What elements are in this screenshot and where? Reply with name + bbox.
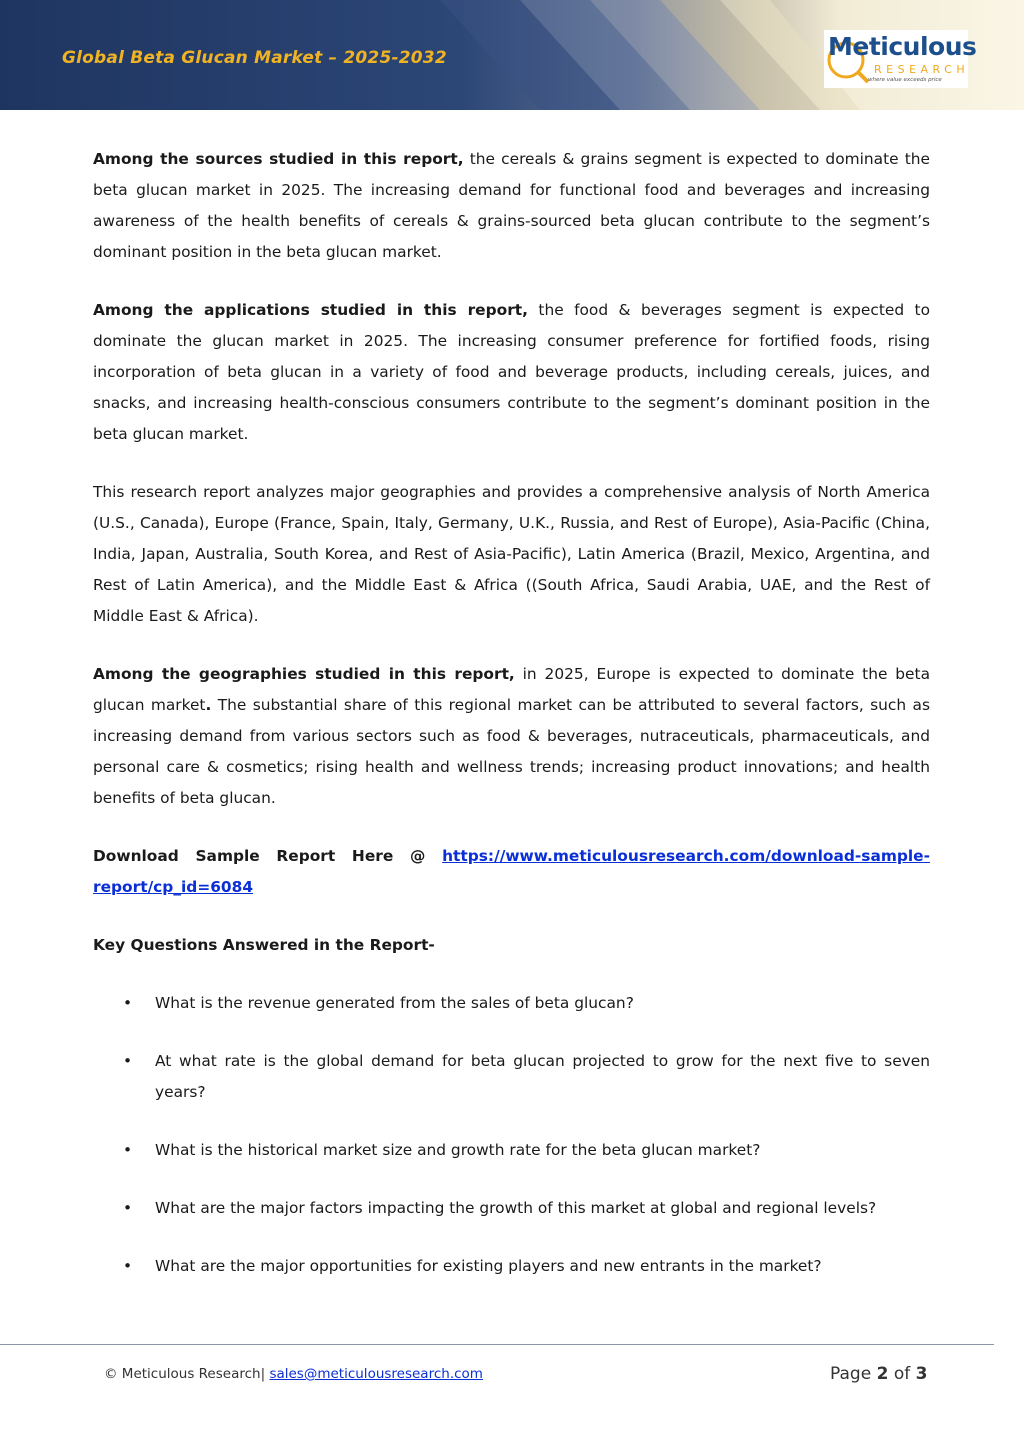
question-text: What is the revenue generated from the sales of beta glucan? bbox=[155, 994, 634, 1012]
question-text: At what rate is the global demand for beta glucan projected to grow for the next five to seven years? bbox=[155, 1052, 930, 1101]
question-text: What are the major factors impacting the growth of this market at global and regional levels? bbox=[155, 1199, 877, 1217]
bullet-icon: • bbox=[123, 1199, 133, 1217]
download-sample-link[interactable]: https://www.meticulousresearch.com/download-sample-report/cp_id=6084 bbox=[93, 847, 930, 896]
download-sample-line bbox=[93, 841, 930, 903]
page-current: 2 bbox=[876, 1364, 889, 1384]
page-label: Page bbox=[830, 1364, 872, 1384]
bullet-icon: • bbox=[123, 994, 133, 1012]
list-item bbox=[93, 1046, 930, 1108]
page-number bbox=[830, 1364, 927, 1384]
paragraph-lead: Among the geographies studied in this report, bbox=[93, 665, 515, 683]
copyright-text: © Meticulous Research| bbox=[104, 1366, 266, 1382]
page-header bbox=[0, 0, 1024, 110]
footer-copyright bbox=[104, 1366, 483, 1382]
bullet-icon: • bbox=[123, 1257, 133, 1275]
paragraph-text: the cereals & grains segment is expected to dominate the beta glucan market in 2025. The increasing demand for functional food and beverages and increasing awareness of the health benefits of cereals & grains-sourced beta glucan contribute to the segment’s dominant position in the beta glucan market. bbox=[93, 150, 930, 261]
page-total: 3 bbox=[915, 1364, 928, 1384]
paragraph-applications bbox=[93, 295, 930, 450]
paragraph-text: This research report analyzes major geographies and provides a comprehensive analysis of North America (U.S., Canada), Europe (France, Spain, Italy, Germany, U.K., Russia, and Rest of Europe), Asia-Pacific (China, India, Japan, Australia, South Korea, and Rest of Asia-Pacific), Latin America (Brazil, Mexico, Argentina, and Rest of Latin America), and the Middle East & Africa ((South Africa, Saudi Arabia, UAE, and the Rest of Middle East & Africa). bbox=[93, 483, 930, 625]
paragraph-sources bbox=[93, 144, 930, 268]
footer-divider bbox=[0, 1344, 994, 1345]
logo-tagline: where value exceeds price bbox=[868, 77, 942, 83]
logo-subtext: RESEARCH bbox=[874, 63, 970, 76]
paragraph-bold-period: . bbox=[205, 696, 212, 714]
list-item bbox=[93, 1251, 930, 1282]
meticulous-research-logo bbox=[824, 30, 977, 88]
list-item bbox=[93, 1135, 930, 1166]
key-questions-list bbox=[93, 988, 930, 1282]
bullet-icon: • bbox=[123, 1052, 133, 1070]
paragraph-text: The substantial share of this regional market can be attributed to several factors, such as increasing demand from various sectors such as food & beverages, nutraceuticals, pharmaceuticals, and personal care & cosmetics; rising health and wellness trends; increasing product innovations; and health benefits of beta glucan. bbox=[93, 696, 930, 807]
key-questions-heading: Key Questions Answered in the Report- bbox=[93, 936, 435, 954]
document-body bbox=[93, 144, 930, 1309]
paragraph-lead: Among the applications studied in this report, bbox=[93, 301, 528, 319]
list-item bbox=[93, 988, 930, 1019]
bullet-icon: • bbox=[123, 1141, 133, 1159]
download-label: Download Sample Report Here @ bbox=[93, 847, 443, 865]
footer-email-link[interactable]: sales@meticulousresearch.com bbox=[269, 1366, 483, 1382]
paragraph-geographies bbox=[93, 659, 930, 814]
paragraph-text: in 2025, Europe is expected to dominate the beta glucan market bbox=[93, 665, 930, 714]
paragraph-text: the food & beverages segment is expected to dominate the glucan market in 2025. The increasing consumer preference for fortified foods, rising incorporation of beta glucan in a variety of food and beverage products, including cereals, juices, and snacks, and increasing health-conscious consumers contribute to the segment’s dominant position in the beta glucan market. bbox=[93, 301, 931, 443]
paragraph-lead: Among the sources studied in this report, bbox=[93, 150, 464, 168]
logo-wordmark: Meticulous bbox=[828, 32, 977, 61]
list-item bbox=[93, 1193, 930, 1224]
question-text: What are the major opportunities for existing players and new entrants in the market? bbox=[155, 1257, 822, 1275]
page-of: of bbox=[893, 1364, 911, 1384]
question-text: What is the historical market size and growth rate for the beta glucan market? bbox=[155, 1141, 761, 1159]
paragraph-geographies-overview bbox=[93, 477, 930, 632]
document-title: Global Beta Glucan Market – 2025-2032 bbox=[62, 48, 447, 68]
